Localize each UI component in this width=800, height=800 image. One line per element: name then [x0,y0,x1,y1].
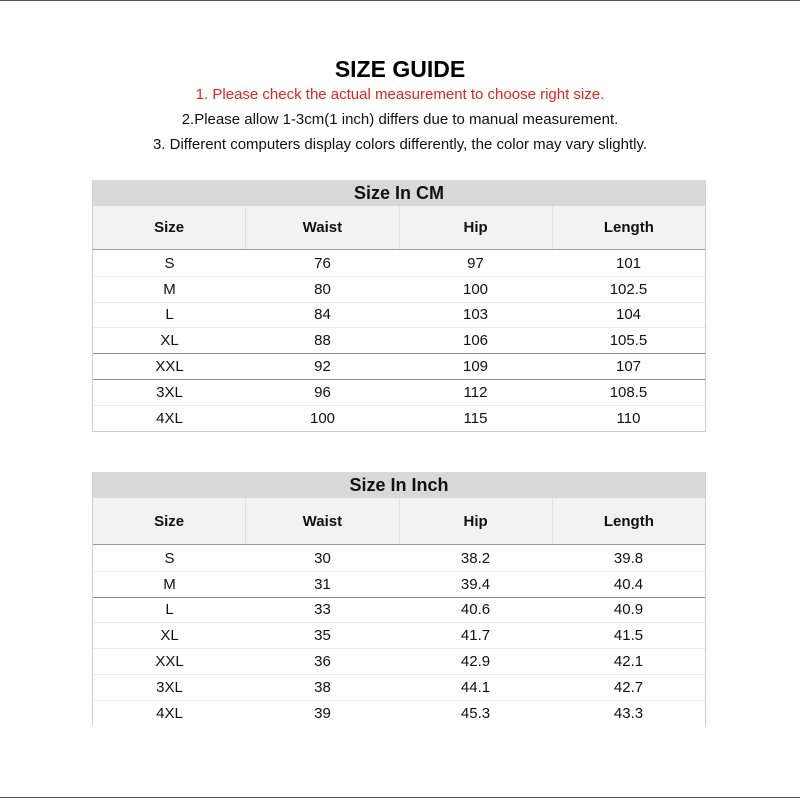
cell-size: 4XL [156,704,183,722]
column-header-size: Size [93,206,246,249]
cell-waist: 39 [314,704,331,722]
cell-hip: 42.9 [460,653,491,671]
table-row [93,380,705,406]
cell-length: 110 [616,409,641,427]
table-row [93,406,705,431]
table-header-row [93,498,705,545]
cell-hip: 38.2 [460,549,491,567]
column-header-hip: Hip [400,206,553,249]
cell-waist: 31 [314,575,331,593]
cell-hip: 39.4 [460,575,491,593]
cell-waist: 38 [314,678,331,696]
cell-waist: 100 [309,409,336,427]
size-table-cm [92,180,706,432]
cell-length: 42.1 [613,653,644,671]
cell-size: 4XL [156,409,183,427]
cell-length: 42.7 [613,678,644,696]
cell-waist: 36 [314,653,331,671]
cell-size: XXL [155,653,184,671]
cell-size: XXL [155,358,184,376]
cell-length: 40.4 [613,575,644,593]
cell-hip: 97 [467,254,484,272]
table-caption: Size In Inch [93,472,705,498]
cell-size: S [164,254,175,272]
table-body [93,250,705,431]
cell-waist: 76 [314,254,331,272]
cell-length: 102.5 [609,280,648,298]
cell-size: S [164,549,175,567]
size-table-inch [92,472,706,726]
column-header-waist: Waist [246,206,399,249]
table-row [93,277,705,303]
cell-hip: 100 [462,280,489,298]
column-header-hip: Hip [400,498,553,544]
cell-length: 108.5 [609,383,648,401]
cell-hip: 106 [462,332,489,350]
table-row [93,649,705,675]
cell-length: 107 [615,358,642,376]
cell-length: 105.5 [609,332,648,350]
cell-hip: 44.1 [460,678,491,696]
cell-waist: 88 [314,332,331,350]
cell-size: 3XL [156,678,183,696]
bottom-border [0,797,800,798]
top-border [0,0,800,1]
note-manual-measurement: 2.Please allow 1-3cm(1 inch) differs due to manual measurement. [181,111,619,128]
cell-length: 101 [615,254,642,272]
cell-waist: 80 [314,280,331,298]
column-header-length: Length [603,512,654,530]
cell-waist: 84 [314,306,331,324]
note-check-measurement: 1. Please check the actual measurement to choose right size. [195,86,605,103]
table-body [93,545,705,726]
cell-waist: 30 [314,549,331,567]
cell-size: M [163,575,176,593]
cell-waist: 33 [314,601,331,619]
cell-hip: 45.3 [460,704,491,722]
cell-size: L [165,306,174,324]
cell-waist: 96 [314,383,331,401]
table-row [93,546,705,572]
cell-hip: 103 [462,306,489,324]
cell-length: 41.5 [613,627,644,645]
cell-length: 104 [615,306,642,324]
cell-size: M [163,280,176,298]
cell-length: 39.8 [613,549,644,567]
table-row [93,303,705,329]
cell-waist: 35 [314,627,331,645]
table-row [93,701,705,726]
table-row [93,328,705,354]
table-row [93,572,705,598]
cell-size: L [165,601,174,619]
cell-size: XL [160,332,179,350]
table-row [93,354,705,380]
table-header-row [93,206,705,250]
table-row [93,675,705,701]
column-header-size: Size [93,498,246,544]
table-caption: Size In CM [93,180,705,206]
column-header-length: Length [603,219,654,236]
cell-hip: 109 [462,358,489,376]
cell-length: 43.3 [613,704,644,722]
column-header-waist: Waist [246,498,399,544]
table-row [93,251,705,277]
cell-length: 40.9 [613,601,644,619]
table-row [93,623,705,649]
cell-hip: 40.6 [460,601,491,619]
cell-size: 3XL [156,383,183,401]
table-row [93,598,705,624]
cell-hip: 112 [463,383,488,401]
cell-hip: 115 [463,409,488,427]
note-color-variance: 3. Different computers display colors differently, the color may vary slightly. [152,136,648,153]
cell-hip: 41.7 [460,627,491,645]
cell-waist: 92 [314,358,331,376]
page-title: SIZE GUIDE [334,56,466,82]
cell-size: XL [160,627,179,645]
